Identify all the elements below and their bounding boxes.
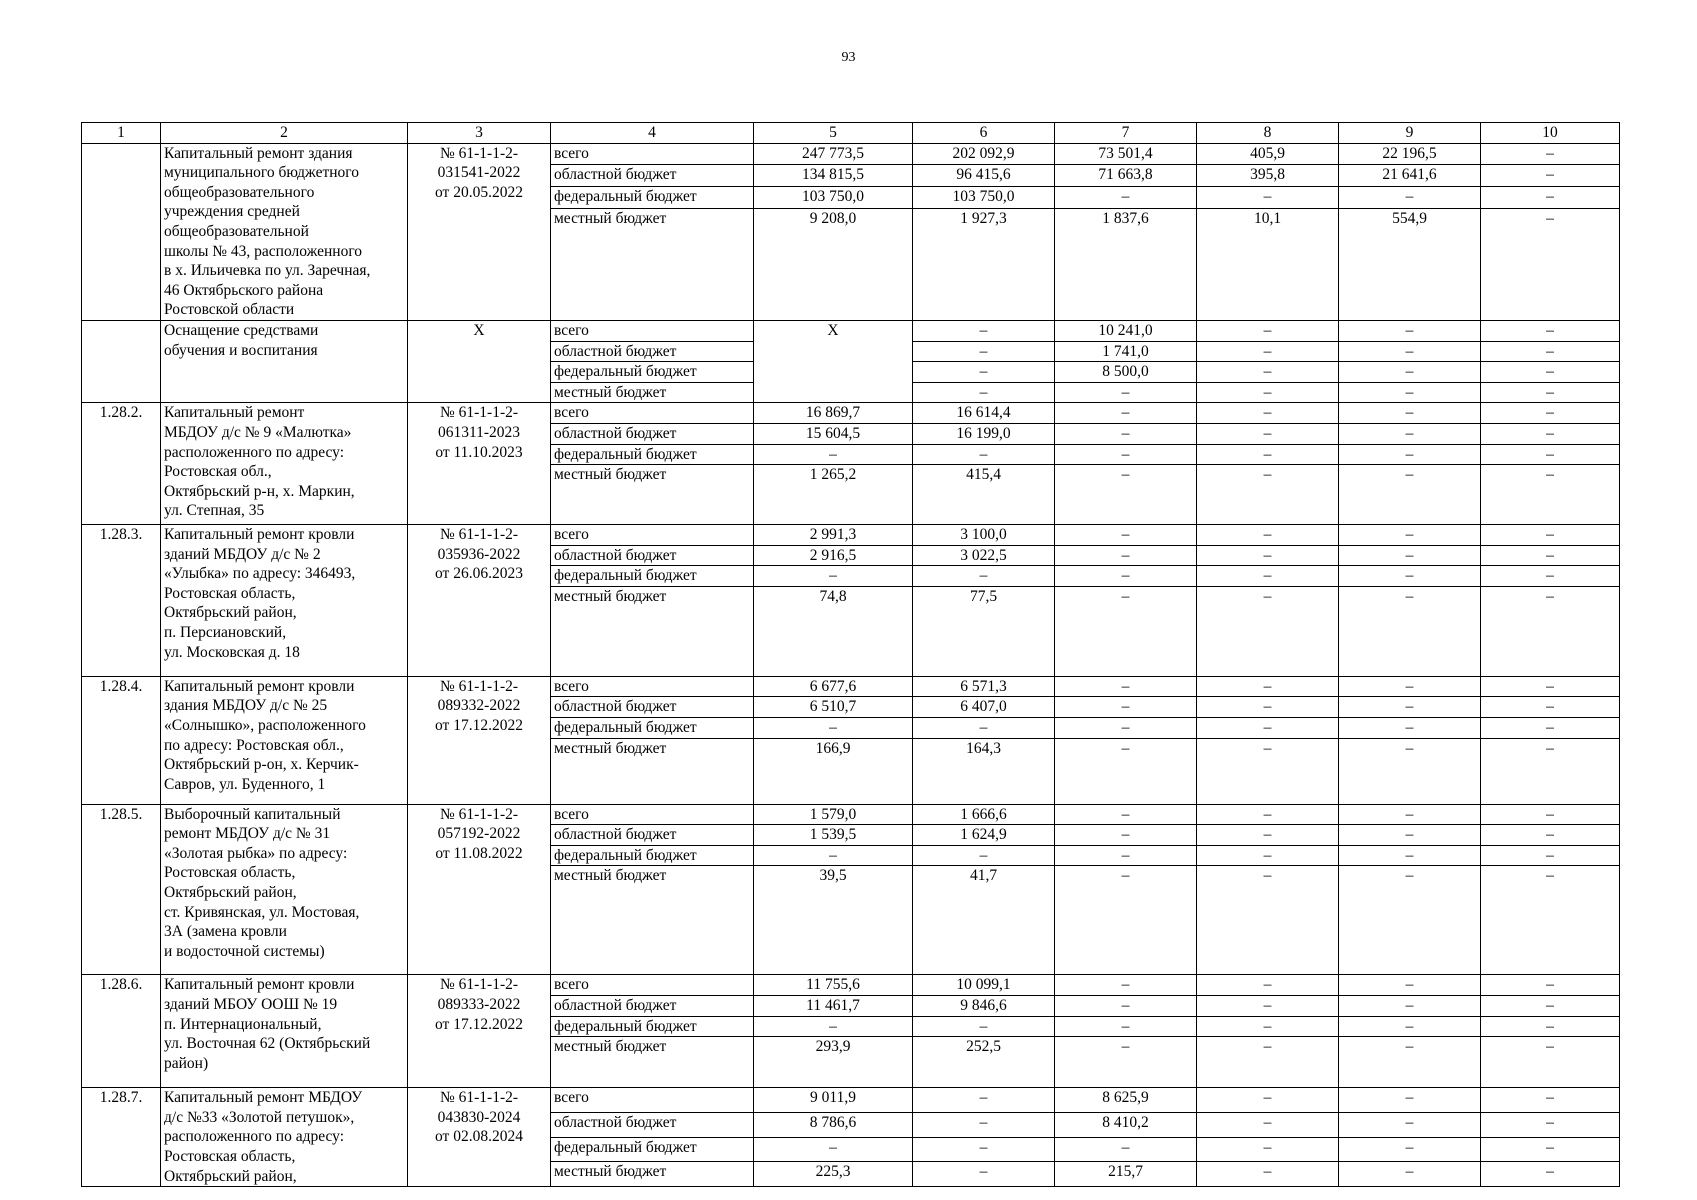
value-cell: – (1197, 676, 1339, 697)
value-cell: – (1339, 676, 1481, 697)
value-cell: – (913, 444, 1055, 465)
item-name: Капитальный ремонт кровли здания МБДОУ д/с № 25 «Солнышко», расположенного по адресу: Ростовская обл., Октябрьский р-он, х. Керчик- Савров, ул. Буденного, 1 (161, 676, 408, 804)
value-cell: – (1481, 697, 1620, 718)
value-cell: – (1481, 143, 1620, 165)
funding-source: местный бюджет (551, 1162, 754, 1187)
value-cell: – (1055, 845, 1197, 866)
value-cell: – (1339, 320, 1481, 341)
value-cell: – (1339, 975, 1481, 996)
value-cell: – (1339, 362, 1481, 383)
item-name: Капитальный ремонт МБДОУ д/с № 9 «Малютка» расположенного по адресу: Ростовская обл., Октябрьский р-н, х. Маркин, ул. Степная, 35 (161, 403, 408, 525)
value-cell: – (1197, 697, 1339, 718)
value-cell: – (913, 566, 1055, 587)
value-cell: – (1197, 423, 1339, 444)
funding-source: всего (551, 403, 754, 424)
value-cell: – (1197, 996, 1339, 1017)
value-cell: – (1339, 586, 1481, 676)
funding-source: областной бюджет (551, 1112, 754, 1137)
value-cell: 134 815,5 (754, 165, 913, 187)
value-cell: – (1339, 1037, 1481, 1088)
item-number: 1.28.5. (82, 804, 161, 975)
value-cell: – (1055, 975, 1197, 996)
funding-source: федеральный бюджет (551, 362, 754, 383)
funding-source: местный бюджет (551, 586, 754, 676)
value-cell: – (1339, 866, 1481, 975)
value-cell: – (1197, 825, 1339, 846)
value-cell: 1 666,6 (913, 804, 1055, 825)
value-cell: – (1339, 341, 1481, 362)
funding-source: областной бюджет (551, 341, 754, 362)
document-reference: № 61-1-1-2- 089333-2022 от 17.12.2022 (408, 975, 551, 1088)
value-cell: 1 539,5 (754, 825, 913, 846)
value-cell: – (1197, 545, 1339, 566)
funding-source: федеральный бюджет (551, 1137, 754, 1162)
budget-table (81, 122, 1620, 1187)
value-cell: – (1339, 738, 1481, 804)
value-cell: 16 869,7 (754, 403, 913, 424)
header-cell: 1 (82, 123, 161, 144)
value-cell: – (1339, 465, 1481, 525)
item-name: Оснащение средствами обучения и воспитания (161, 320, 408, 402)
table-row (82, 143, 1620, 165)
value-cell: 21 641,6 (1339, 165, 1481, 187)
value-cell: – (1339, 804, 1481, 825)
funding-source: областной бюджет (551, 697, 754, 718)
value-cell: – (754, 1016, 913, 1037)
value-cell: 103 750,0 (913, 187, 1055, 209)
value-cell: – (913, 845, 1055, 866)
value-cell: – (1339, 566, 1481, 587)
header-cell: 10 (1481, 123, 1620, 144)
item-number: 1.28.7. (82, 1088, 161, 1187)
value-cell: – (1197, 804, 1339, 825)
table-row (82, 525, 1620, 546)
value-cell: – (1197, 382, 1339, 403)
value-cell: – (1339, 187, 1481, 209)
value-cell: – (913, 718, 1055, 739)
value-cell: 3 100,0 (913, 525, 1055, 546)
document-reference: № 61-1-1-2- 043830-2024 от 02.08.2024 (408, 1088, 551, 1187)
value-cell: – (1481, 845, 1620, 866)
funding-source: областной бюджет (551, 423, 754, 444)
value-cell: – (754, 566, 913, 587)
value-cell: 252,5 (913, 1037, 1055, 1088)
value-cell: – (913, 1088, 1055, 1113)
table-row (82, 676, 1620, 697)
value-cell: – (1055, 804, 1197, 825)
header-cell: 9 (1339, 123, 1481, 144)
value-cell: – (1197, 187, 1339, 209)
value-cell: – (1197, 566, 1339, 587)
funding-source: федеральный бюджет (551, 718, 754, 739)
value-cell: – (1197, 1162, 1339, 1187)
value-cell: 71 663,8 (1055, 165, 1197, 187)
value-cell: 8 786,6 (754, 1112, 913, 1137)
header-cell: 5 (754, 123, 913, 144)
funding-source: всего (551, 1088, 754, 1113)
value-cell: 6 407,0 (913, 697, 1055, 718)
funding-source: всего (551, 975, 754, 996)
value-cell: – (1197, 1112, 1339, 1137)
value-cell: – (913, 1112, 1055, 1137)
value-cell: – (1481, 545, 1620, 566)
value-cell: – (1339, 403, 1481, 424)
value-cell: 10 099,1 (913, 975, 1055, 996)
value-cell: 74,8 (754, 586, 913, 676)
value-cell: X (754, 320, 913, 402)
value-cell: 166,9 (754, 738, 913, 804)
value-cell: – (913, 1016, 1055, 1037)
value-cell: – (1339, 697, 1481, 718)
page-number: 93 (841, 50, 856, 65)
value-cell: 11 755,6 (754, 975, 913, 996)
value-cell: – (1339, 423, 1481, 444)
header-cell: 3 (408, 123, 551, 144)
document-reference: № 61-1-1-2- 031541-2022 от 20.05.2022 (408, 143, 551, 320)
value-cell: – (1055, 738, 1197, 804)
value-cell: – (913, 320, 1055, 341)
value-cell: – (1481, 975, 1620, 996)
value-cell: – (754, 1137, 913, 1162)
value-cell: – (1055, 866, 1197, 975)
value-cell: 247 773,5 (754, 143, 913, 165)
value-cell: 415,4 (913, 465, 1055, 525)
value-cell: – (1197, 1037, 1339, 1088)
value-cell: – (1481, 525, 1620, 546)
value-cell: 77,5 (913, 586, 1055, 676)
value-cell: – (754, 444, 913, 465)
value-cell: 3 022,5 (913, 545, 1055, 566)
value-cell: 2 916,5 (754, 545, 913, 566)
value-cell: 293,9 (754, 1037, 913, 1088)
value-cell: – (1197, 525, 1339, 546)
value-cell: 9 208,0 (754, 209, 913, 321)
funding-source: федеральный бюджет (551, 187, 754, 209)
value-cell: – (1481, 566, 1620, 587)
value-cell: 8 625,9 (1055, 1088, 1197, 1113)
funding-source: всего (551, 676, 754, 697)
value-cell: – (1055, 1037, 1197, 1088)
value-cell: 215,7 (1055, 1162, 1197, 1187)
value-cell: – (913, 1162, 1055, 1187)
item-name: Капитальный ремонт здания муниципального бюджетного общеобразовательного учреждения средней общеобразовательной школы № 43, расположенного в х. Ильичевка по ул. Заречная, 46 Октябрьского района Ростовской области (161, 143, 408, 320)
value-cell: 96 415,6 (913, 165, 1055, 187)
funding-source: всего (551, 525, 754, 546)
value-cell: – (1055, 718, 1197, 739)
value-cell: 39,5 (754, 866, 913, 975)
value-cell: – (1055, 676, 1197, 697)
value-cell: – (1481, 1112, 1620, 1137)
value-cell: – (754, 718, 913, 739)
funding-source: всего (551, 143, 754, 165)
document-reference: № 61-1-1-2- 035936-2022 от 26.06.2023 (408, 525, 551, 677)
document-reference: № 61-1-1-2- 061311-2023 от 11.10.2023 (408, 403, 551, 525)
item-number: 1.28.3. (82, 525, 161, 677)
value-cell: 1 579,0 (754, 804, 913, 825)
value-cell: – (1481, 1162, 1620, 1187)
header-row (82, 123, 1620, 144)
funding-source: областной бюджет (551, 996, 754, 1017)
value-cell: – (1055, 566, 1197, 587)
funding-source: местный бюджет (551, 209, 754, 321)
value-cell: 9 846,6 (913, 996, 1055, 1017)
value-cell: 10 241,0 (1055, 320, 1197, 341)
value-cell: – (1197, 586, 1339, 676)
value-cell: – (1197, 1137, 1339, 1162)
value-cell: – (1197, 845, 1339, 866)
item-name: Выборочный капитальный ремонт МБДОУ д/с № 31 «Золотая рыбка» по адресу: Ростовская область, Октябрьский район, ст. Кривянская, ул. Мостовая, 3А (замена кровли и водосточной системы) (161, 804, 408, 975)
value-cell: – (1481, 362, 1620, 383)
header-cell: 2 (161, 123, 408, 144)
value-cell: – (1055, 403, 1197, 424)
value-cell: 6 571,3 (913, 676, 1055, 697)
funding-source: федеральный бюджет (551, 566, 754, 587)
funding-source: местный бюджет (551, 738, 754, 804)
value-cell: 10,1 (1197, 209, 1339, 321)
value-cell: – (1197, 718, 1339, 739)
value-cell: – (1055, 586, 1197, 676)
value-cell: – (1481, 738, 1620, 804)
value-cell: 16 199,0 (913, 423, 1055, 444)
item-number: 1.28.2. (82, 403, 161, 525)
value-cell: – (1197, 866, 1339, 975)
funding-source: местный бюджет (551, 382, 754, 403)
funding-source: федеральный бюджет (551, 1016, 754, 1037)
value-cell: 554,9 (1339, 209, 1481, 321)
value-cell: 103 750,0 (754, 187, 913, 209)
value-cell: – (1055, 1137, 1197, 1162)
value-cell: 22 196,5 (1339, 143, 1481, 165)
value-cell: 1 837,6 (1055, 209, 1197, 321)
value-cell: – (1481, 465, 1620, 525)
value-cell: – (1055, 465, 1197, 525)
value-cell: – (1055, 423, 1197, 444)
value-cell: – (1481, 718, 1620, 739)
funding-source: областной бюджет (551, 825, 754, 846)
funding-source: местный бюджет (551, 465, 754, 525)
value-cell: – (1055, 382, 1197, 403)
item-name: Капитальный ремонт МБДОУ д/с №33 «Золотой петушок», расположенного по адресу: Ростовская область, Октябрьский район, (161, 1088, 408, 1187)
value-cell: 6 677,6 (754, 676, 913, 697)
value-cell: – (1197, 975, 1339, 996)
value-cell: – (1481, 804, 1620, 825)
value-cell: – (1481, 866, 1620, 975)
funding-source: местный бюджет (551, 1037, 754, 1088)
value-cell: – (1481, 586, 1620, 676)
funding-source: всего (551, 804, 754, 825)
value-cell: – (1197, 465, 1339, 525)
value-cell: – (1197, 403, 1339, 424)
value-cell: – (1339, 718, 1481, 739)
value-cell: – (913, 382, 1055, 403)
value-cell: – (1339, 825, 1481, 846)
table-row (82, 975, 1620, 996)
value-cell: – (1055, 444, 1197, 465)
value-cell: – (913, 1137, 1055, 1162)
document-reference: № 61-1-1-2- 057192-2022 от 11.08.2022 (408, 804, 551, 975)
value-cell: – (1197, 1088, 1339, 1113)
value-cell: – (1197, 320, 1339, 341)
value-cell: 1 927,3 (913, 209, 1055, 321)
value-cell: – (1481, 444, 1620, 465)
value-cell: – (1055, 996, 1197, 1017)
item-number (82, 320, 161, 402)
value-cell: 8 500,0 (1055, 362, 1197, 383)
value-cell: – (1339, 1016, 1481, 1037)
header-cell: 4 (551, 123, 754, 144)
value-cell: – (1339, 444, 1481, 465)
table-body (82, 123, 1620, 1187)
table-row (82, 1088, 1620, 1113)
value-cell: – (1481, 165, 1620, 187)
value-cell: 73 501,4 (1055, 143, 1197, 165)
item-number: 1.28.6. (82, 975, 161, 1088)
value-cell: – (1197, 444, 1339, 465)
value-cell: 11 461,7 (754, 996, 913, 1017)
value-cell: 2 991,3 (754, 525, 913, 546)
value-cell: – (913, 362, 1055, 383)
value-cell: – (1055, 1016, 1197, 1037)
value-cell: – (754, 845, 913, 866)
item-name: Капитальный ремонт кровли зданий МБДОУ д/с № 2 «Улыбка» по адресу: 346493, Ростовская область, Октябрьский район, п. Персиановский, ул. Московская д. 18 (161, 525, 408, 677)
document-reference: X (408, 320, 551, 402)
value-cell: – (1055, 825, 1197, 846)
value-cell: 164,3 (913, 738, 1055, 804)
value-cell: 395,8 (1197, 165, 1339, 187)
value-cell: – (1339, 1137, 1481, 1162)
value-cell: – (1339, 525, 1481, 546)
value-cell: – (1481, 996, 1620, 1017)
table-row (82, 403, 1620, 424)
funding-source: федеральный бюджет (551, 444, 754, 465)
value-cell: – (1055, 697, 1197, 718)
value-cell: 1 265,2 (754, 465, 913, 525)
value-cell: – (1481, 676, 1620, 697)
header-cell: 8 (1197, 123, 1339, 144)
value-cell: 41,7 (913, 866, 1055, 975)
value-cell: – (1481, 403, 1620, 424)
funding-source: областной бюджет (551, 165, 754, 187)
value-cell: – (1339, 1162, 1481, 1187)
value-cell: – (1055, 545, 1197, 566)
table-row (82, 804, 1620, 825)
value-cell: – (1481, 1088, 1620, 1113)
value-cell: 8 410,2 (1055, 1112, 1197, 1137)
value-cell: – (1339, 382, 1481, 403)
value-cell: – (1481, 209, 1620, 321)
header-cell: 7 (1055, 123, 1197, 144)
value-cell: – (1055, 525, 1197, 546)
value-cell: – (1481, 1037, 1620, 1088)
value-cell: – (913, 341, 1055, 362)
value-cell: – (1481, 382, 1620, 403)
value-cell: – (1481, 1137, 1620, 1162)
value-cell: – (1197, 362, 1339, 383)
value-cell: – (1197, 738, 1339, 804)
item-name: Капитальный ремонт кровли зданий МБОУ ООШ № 19 п. Интернациональный, ул. Восточная 62 (Октябрьский район) (161, 975, 408, 1088)
header-cell: 6 (913, 123, 1055, 144)
value-cell: – (1339, 845, 1481, 866)
value-cell: 405,9 (1197, 143, 1339, 165)
value-cell: – (1481, 320, 1620, 341)
item-number: 1.28.4. (82, 676, 161, 804)
funding-source: всего (551, 320, 754, 341)
funding-source: федеральный бюджет (551, 845, 754, 866)
table-row (82, 320, 1620, 341)
value-cell: – (1339, 996, 1481, 1017)
value-cell: 9 011,9 (754, 1088, 913, 1113)
value-cell: – (1481, 187, 1620, 209)
value-cell: 202 092,9 (913, 143, 1055, 165)
value-cell: 15 604,5 (754, 423, 913, 444)
value-cell: 1 741,0 (1055, 341, 1197, 362)
value-cell: 225,3 (754, 1162, 913, 1187)
value-cell: – (1481, 1016, 1620, 1037)
value-cell: – (1197, 1016, 1339, 1037)
document-reference: № 61-1-1-2- 089332-2022 от 17.12.2022 (408, 676, 551, 804)
value-cell: – (1197, 341, 1339, 362)
value-cell: – (1339, 545, 1481, 566)
value-cell: – (1481, 341, 1620, 362)
value-cell: – (1339, 1112, 1481, 1137)
value-cell: – (1339, 1088, 1481, 1113)
value-cell: 6 510,7 (754, 697, 913, 718)
value-cell: – (1481, 825, 1620, 846)
value-cell: 16 614,4 (913, 403, 1055, 424)
value-cell: – (1055, 187, 1197, 209)
funding-source: местный бюджет (551, 866, 754, 975)
value-cell: 1 624,9 (913, 825, 1055, 846)
funding-source: областной бюджет (551, 545, 754, 566)
item-number (82, 143, 161, 320)
value-cell: – (1481, 423, 1620, 444)
